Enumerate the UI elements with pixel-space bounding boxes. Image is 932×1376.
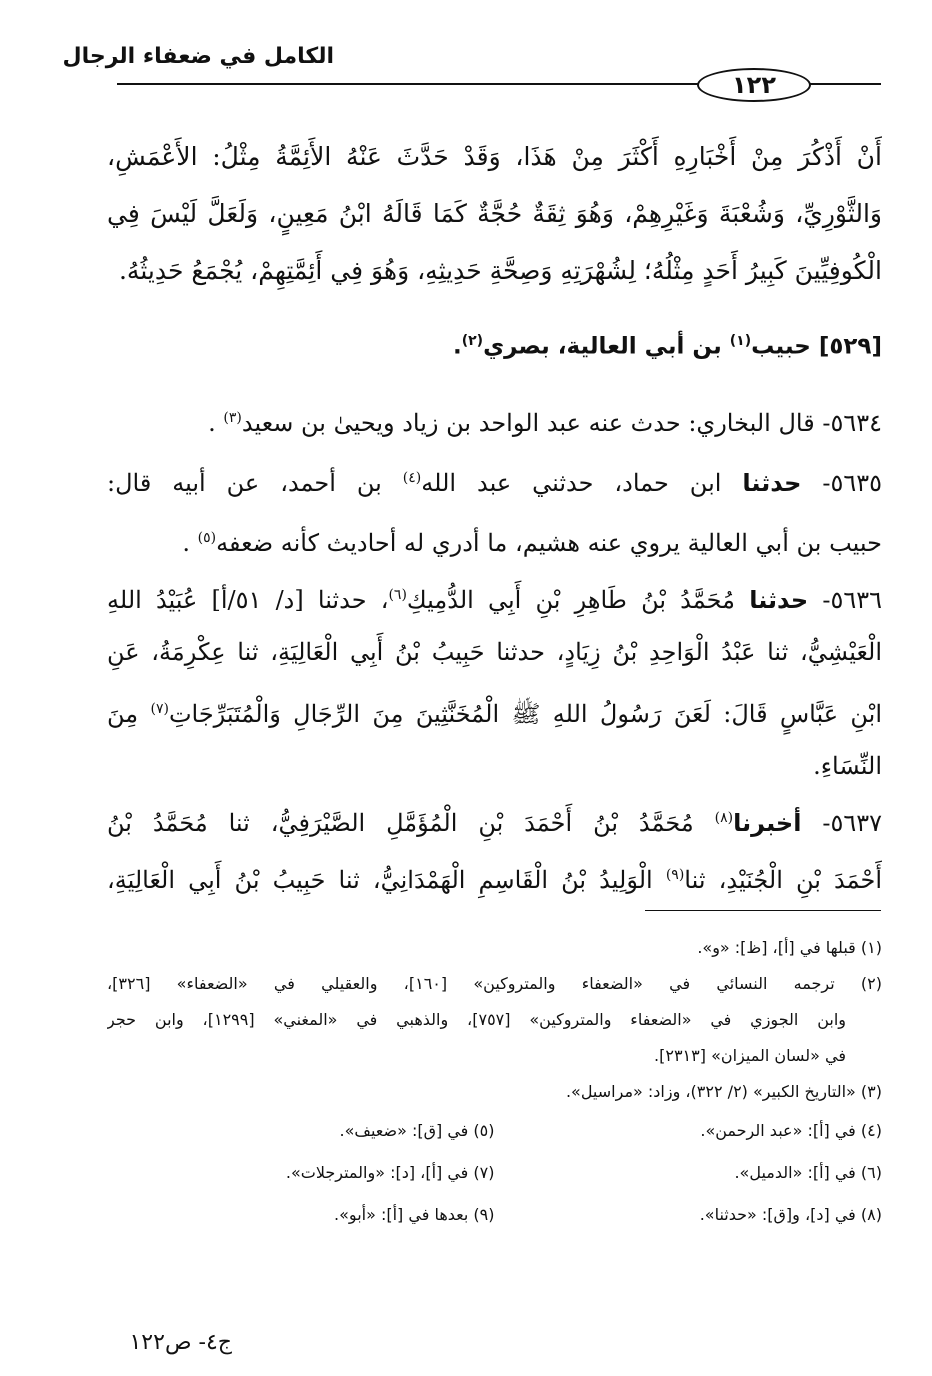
footnote-ref: (١): [729, 333, 752, 349]
footnote: (٧) في [أ]، [د]: «والمترجلات».: [285, 1163, 495, 1182]
footnote: (٤) في [أ]: «عبد الرحمن».: [700, 1121, 882, 1140]
footnote-pair: [107, 1110, 882, 1152]
text-line: [107, 681, 882, 738]
footnote-ref: (٦): [388, 587, 407, 603]
text-line: [107, 567, 882, 624]
page-number-badge: [697, 68, 811, 102]
footnote-rule: [645, 910, 881, 911]
volume-page-reference: ج٤- ص١٢٢: [129, 1330, 232, 1355]
footnote-ref: (٣): [223, 410, 242, 426]
continuation-paragraph: [107, 128, 882, 299]
report-end: .: [182, 529, 191, 557]
report-5635: [107, 448, 882, 568]
transmission-keyword: حدثنا: [742, 469, 802, 497]
footnote: (٥) في [ق]: «ضعيف».: [339, 1121, 495, 1140]
text-line: النِّسَاءِ.: [813, 752, 882, 780]
report-text: ، حدثنا [د/ ٥١/أ] عُبَيْدُ اللهِ: [107, 586, 389, 614]
report-text: حبيب بن أبي العالية يروي عنه هشيم، ما أدري له أحاديث كأنه ضعفه: [216, 529, 882, 557]
report-text: مُحَمَّدُ بْنُ أَحْمَدَ بْنِ الْمُؤَمَّلِ الصَّيْرَفِيُّ، ثنا مُحَمَّدُ بْنُ: [107, 809, 694, 837]
footnote-ref: (٩): [665, 867, 685, 883]
report-text: ابْنِ عَبَّاسٍ قَالَ: لَعَنَ رَسُولُ اللهِ ﷺ الْمُخَنَّثِينَ مِنَ الرِّجَالِ وَالْمُتَبَرِّجَاتِ: [168, 700, 882, 728]
footnote-ref: (٨): [714, 810, 734, 826]
footnote-pair: [107, 1194, 882, 1236]
entry-heading: [453, 333, 882, 360]
footnote: (٢) ترجمه النسائي في «الضعفاء والمتروكين» [١٦٠]، والعقيلي في «الضعفاء» [٣٢٦]،: [107, 974, 882, 993]
text-line: [107, 448, 882, 508]
transmission-keyword: حدثنا: [749, 586, 809, 614]
footnotes: [107, 930, 882, 1236]
footnote-continuation: وابن الجوزي في «الضعفاء والمتروكين» [٧٥٧]، والذهبي في «المغني» [١٢٩٩]، وابن حجر: [107, 1010, 846, 1029]
report-number: ٥٦٣٤-: [822, 409, 882, 437]
report-text: بن أحمد، عن أبيه قال:: [107, 469, 382, 497]
report-5634: [107, 388, 882, 448]
footnote: (٣) «التاريخ الكبير» (٢/ ٣٢٢)، وزاد: «مراسيل».: [565, 1082, 882, 1101]
running-header-title: الكامل في ضعفاء الرجال: [62, 44, 334, 69]
report-text: قال البخاري: حدث عنه عبد الواحد بن زياد ويحيىٰ بن سعيد: [241, 409, 815, 437]
text-line: الْعَيْشِيُّ، ثنا عَبْدُ الْوَاحِدِ بْنُ زِيَادٍ، حدثنا حَبِيبُ بْنُ أَبِي الْعَالِيَةِ، ثنا عِكْرِمَةُ، عَنِ: [107, 638, 882, 666]
footnote: (٦) في [أ]: «الدميل».: [734, 1163, 882, 1182]
footnote-ref: (٥): [197, 530, 217, 546]
footnote-pair: [107, 1152, 882, 1194]
footnote-ref: (٧): [150, 701, 169, 717]
entry-name-rest: بن أبي العالية، بصري: [483, 333, 722, 360]
footnote-ref: (٢): [461, 333, 484, 349]
text-line: [107, 388, 882, 448]
report-end: .: [208, 409, 216, 437]
report-text: الْوَلِيدُ بْنُ الْقَاسِمِ الْهَمْدَانِيُّ، ثنا حَبِيبُ بْنُ أَبِي الْعَالِيَةِ،: [107, 866, 653, 894]
text-line: [107, 790, 882, 847]
footnote-continuation: في «لسان الميزان» [٢٣١٣].: [654, 1046, 846, 1065]
report-5637: [107, 790, 882, 904]
report-number: ٥٦٣٧-: [822, 809, 882, 837]
text-line: الْكُوفِيِّينَ كَبِيرُ أَحَدٍ مِثْلُهُ؛ لِشُهْرَتِهِ وَصِحَّةِ حَدِيثِهِ، وَهُوَ فِي أَئِمَّتِهِمْ، يُجْمَعُ حَدِيثُهُ.: [118, 256, 882, 285]
report-number: ٥٦٣٥-: [822, 469, 882, 497]
entry-number: [٥٢٩]: [818, 333, 882, 360]
footnote: (٩) بعدها في [أ]: «أبو».: [334, 1205, 495, 1224]
text-line: [107, 508, 882, 568]
text-line: أَنْ أَذْكُرَ مِنْ أَخْبَارِهِ أَكْثَرَ مِنْ هَذَا، وَقَدْ حَدَّثَ عَنْهُ الأَئِمَّةُ مِثْلُ: الأَعْمَشِ،: [107, 142, 882, 171]
report-text: أَحْمَدَ بْنِ الْجُنَيْدِ، ثنا: [684, 866, 882, 894]
footnote: (١) قبلها في [أ]، [ظ]: «و».: [697, 938, 882, 957]
entry-end: .: [452, 333, 462, 360]
report-5636: [107, 567, 882, 795]
report-number: ٥٦٣٦-: [822, 586, 882, 614]
transmission-keyword: أخبرنا: [733, 809, 802, 837]
page-number: ١٢٢: [732, 71, 776, 99]
text-line: وَالثَّوْرِيِّ، وَشُعْبَةَ وَغَيْرِهِمْ، وَهُوَ ثِقَةٌ حُجَّةٌ كَمَا قَالَهُ ابْنُ مَعِينٍ، وَلَعَلَّ لَيْسَ فِي: [107, 199, 882, 228]
report-text: ابن حماد، حدثني عبد الله: [421, 469, 722, 497]
footnote: (٨) في [د]، و[ق]: «حدثنا».: [699, 1205, 882, 1224]
report-text: مِنَ: [107, 700, 139, 728]
entry-name: حبيب: [751, 333, 811, 360]
text-line: [107, 847, 882, 904]
footnote-ref: (٤): [402, 470, 422, 486]
report-text: مُحَمَّدُ بْنُ طَاهِرِ بْنِ أَبِي الدُّمِيكِ: [406, 586, 736, 614]
